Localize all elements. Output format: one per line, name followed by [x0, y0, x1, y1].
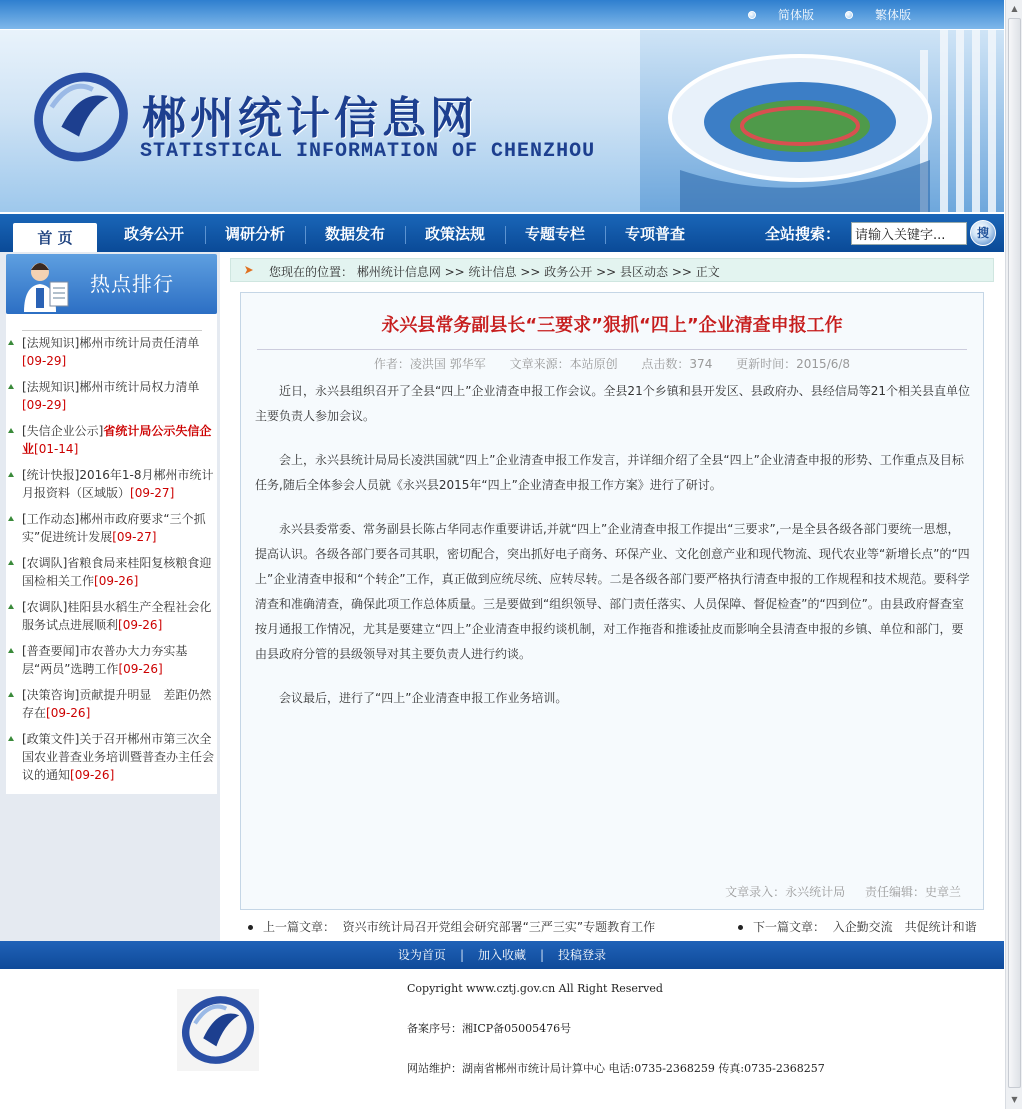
- list-item-title[interactable]: [法规知识]郴州市统计局权力清单: [22, 380, 200, 394]
- site-banner: [0, 30, 1004, 212]
- triangle-bullet-icon: [8, 428, 14, 433]
- hot-ranking-title: 热点排行: [90, 272, 174, 296]
- list-item-date: [09-26]: [46, 706, 91, 720]
- traditional-link[interactable]: [845, 6, 911, 23]
- article-editor: 责任编辑：史章兰: [864, 885, 961, 899]
- list-item-date: [09-29]: [22, 398, 67, 412]
- footer-link-favorite[interactable]: 加入收藏: [477, 948, 526, 962]
- main-nav: [0, 212, 1004, 252]
- triangle-bullet-icon: [8, 648, 14, 653]
- triangle-bullet-icon: [8, 736, 14, 741]
- list-item[interactable]: [6, 686, 217, 722]
- person-icon: [18, 258, 72, 312]
- footer-nav: [0, 941, 1004, 969]
- list-item-highlight[interactable]: 省统计局公示失信企业: [22, 424, 212, 456]
- article-author: 作者：凌洪国 郭华军: [373, 357, 486, 371]
- list-item[interactable]: [6, 378, 217, 414]
- article-paragraph: 会上，永兴县统计局局长凌洪国就“四上”企业清查申报工作发言，并详细介绍了全县“四上”企业清查申报的形势、工作重点及目标任务,随后全体参会人员就《永兴县2015年“四上”企业清查申报工作方案》进行了研讨。: [255, 453, 964, 492]
- sidebar: [0, 252, 220, 942]
- prev-article-link[interactable]: 资兴市统计局召开党组会研究部署“三严三实”专题教育工作: [342, 920, 656, 934]
- list-item-title[interactable]: [工作动态]郴州市政府要求“三个抓实”促进统计发展: [22, 512, 206, 544]
- article-pager: [240, 918, 984, 938]
- footer-info: [407, 979, 825, 1099]
- article-source: 文章来源：本站原创: [509, 357, 618, 371]
- nav-divider: [605, 226, 606, 244]
- article-panel: [240, 292, 984, 910]
- list-item-title[interactable]: [农调队]省粮食局来桂阳复核粮食迎国检相关工作: [22, 556, 212, 588]
- search-label: 全站搜索：: [765, 225, 841, 243]
- nav-gov-affairs[interactable]: 政务公开: [124, 225, 185, 243]
- article-body: [255, 379, 971, 730]
- next-article[interactable]: [738, 918, 977, 935]
- list-item-date: [01-14]: [34, 442, 79, 456]
- footer-link-submit[interactable]: 投稿登录: [558, 948, 607, 962]
- nav-divider: [205, 226, 206, 244]
- bullet-icon: [845, 11, 853, 19]
- list-item-date: [09-29]: [22, 354, 67, 368]
- article-paragraph: 永兴县委常委、常务副县长陈占华同志作重要讲话,并就“四上”企业清查申报工作提出“三要求”,一是全县各级各部门要统一思想，提高认识。各级各部门要各司其职，密切配合，突出抓好电子商务、环保产业、文化创意产业和现代物流、现代农业等“新增长点”的“四上”企业清查申报和“个转企”工作，真正做到应统尽统、应转尽转。二是各级各部门要严格执行清查申报的工作规程和技术规范。要科学清查和准确清查，确保此项工作总体质量。三是要做到“组织领导、部门责任落实、人员保障、督促检查”的“四到位”。由县政府督查室按月通报工作情况，尤其是要建立“四上”企业清查申报约谈机制，对工作拖沓和推诿扯皮而影响全县清查申报的乡镇、单位和部门，要由县政府分管的县级领导对其主要负责人进行约谈。: [255, 522, 970, 661]
- triangle-bullet-icon: [8, 384, 14, 389]
- bullet-icon: [748, 11, 756, 19]
- title-divider: [257, 349, 967, 350]
- next-article-link[interactable]: 入企勤交流 共促统计和谐: [832, 920, 977, 934]
- list-item-date: [09-26]: [94, 574, 139, 588]
- site-title-cn: 郴州统计信息网: [142, 93, 478, 144]
- list-divider: [22, 330, 202, 331]
- list-item-date: [09-27]: [112, 530, 157, 544]
- list-item-title[interactable]: [失信企业公示]: [22, 424, 104, 438]
- list-item-title[interactable]: [政策文件]关于召开郴州市第三次全国农业普查业务培训暨普查办主任会议的通知: [22, 732, 215, 782]
- footer: [0, 969, 1004, 1109]
- site-logo-icon: [32, 68, 130, 166]
- nav-research[interactable]: 调研分析: [225, 225, 286, 243]
- simplified-label[interactable]: 简体版: [778, 8, 815, 22]
- article-clicks: 点击数：374: [641, 357, 713, 371]
- breadcrumb-text[interactable]: 您现在的位置： 郴州统计信息网 >> 统计信息 >> 政务公开 >> 县区动态 >> 正文: [269, 265, 720, 279]
- hot-ranking-list: [6, 314, 217, 794]
- footer-copyright: Copyright www.cztj.gov.cn All Right Reserved: [407, 982, 663, 995]
- prev-article[interactable]: [248, 918, 655, 935]
- scroll-up-icon[interactable]: ▲: [1011, 4, 1018, 13]
- nav-divider: [505, 226, 506, 244]
- search-button[interactable]: 搜: [970, 220, 996, 246]
- article-title: 永兴县常务副县长“三要求”狠抓“四上”企业清查申报工作: [381, 315, 843, 336]
- arrow-right-icon: [245, 266, 253, 274]
- list-item-title[interactable]: [统计快报]2016年1-8月郴州市统计月报资料（区域版）: [22, 468, 214, 500]
- article-footer: [709, 883, 961, 900]
- footer-divider: |: [540, 948, 545, 962]
- breadcrumb: [230, 258, 994, 282]
- search-input[interactable]: [851, 222, 967, 245]
- list-item[interactable]: [6, 466, 217, 502]
- list-item-date: [09-26]: [118, 662, 163, 676]
- nav-special-column[interactable]: 专题专栏: [525, 225, 586, 243]
- footer-icp: 备案序号：湘ICP备05005476号: [407, 1022, 572, 1035]
- triangle-bullet-icon: [8, 692, 14, 697]
- site-title-en: STATISTICAL INFORMATION OF CHENZHOU: [140, 140, 596, 163]
- next-label: 下一篇文章：: [753, 920, 826, 934]
- nav-divider: [405, 226, 406, 244]
- bullet-icon: [248, 925, 253, 930]
- top-bar: [0, 0, 1004, 30]
- traditional-label[interactable]: 繁体版: [875, 8, 912, 22]
- footer-link-homepage[interactable]: 设为首页: [397, 948, 446, 962]
- list-item-title[interactable]: [法规知识]郴州市统计局责任清单: [22, 336, 200, 350]
- list-item[interactable]: [6, 422, 217, 458]
- triangle-bullet-icon: [8, 516, 14, 521]
- triangle-bullet-icon: [8, 472, 14, 477]
- nav-divider: [305, 226, 306, 244]
- article-paragraph: 会议最后，进行了“四上”企业清查申报工作业务培训。: [279, 691, 568, 705]
- nav-home[interactable]: 首 页: [13, 223, 97, 254]
- scroll-down-icon[interactable]: ▼: [1011, 1095, 1018, 1104]
- footer-maintain: 网站维护：湖南省郴州市统计局计算中心 电话:0735-2368259 传真:0735-2368257: [407, 1062, 825, 1075]
- hot-ranking-header: [6, 254, 217, 314]
- nav-data-release[interactable]: 数据发布: [325, 225, 386, 243]
- list-item[interactable]: [6, 554, 217, 590]
- list-item-date: [09-26]: [70, 768, 115, 782]
- article-paragraph: 近日，永兴县组织召开了全县“四上”企业清查申报工作会议。全县21个乡镇和县开发区、县政府办、县经信局等21个相关县直单位主要负责人参加会议。: [255, 384, 970, 423]
- list-item-title[interactable]: [农调队]桂阳县水稻生产全程社会化服务试点进展顺利: [22, 600, 212, 632]
- list-item-date: [09-26]: [118, 618, 163, 632]
- footer-logo-icon: [175, 989, 261, 1071]
- bullet-icon: [738, 925, 743, 930]
- list-item-title[interactable]: [决策咨询]贡献提升明显 差距仍然存在: [22, 688, 212, 720]
- stadium-image-icon: [640, 30, 1004, 212]
- simplified-link[interactable]: [748, 6, 814, 23]
- article-entry: 文章录入：永兴统计局: [725, 885, 846, 899]
- list-item[interactable]: [6, 642, 217, 678]
- list-item[interactable]: [6, 510, 217, 546]
- list-item-date: [09-27]: [130, 486, 175, 500]
- scroll-thumb[interactable]: [1008, 18, 1021, 1088]
- list-item-title[interactable]: [普查要闻]市农普办大力夯实基层“两员”选聘工作: [22, 644, 188, 676]
- triangle-bullet-icon: [8, 340, 14, 345]
- list-item[interactable]: [6, 334, 217, 370]
- vertical-scrollbar[interactable]: [1005, 0, 1022, 1109]
- article-updated: 更新时间：2015/6/8: [736, 357, 851, 371]
- footer-divider: |: [459, 948, 464, 962]
- nav-census[interactable]: 专项普查: [625, 225, 686, 243]
- triangle-bullet-icon: [8, 560, 14, 565]
- list-item[interactable]: [6, 730, 217, 784]
- prev-label: 上一篇文章：: [263, 920, 336, 934]
- nav-policy[interactable]: 政策法规: [425, 225, 486, 243]
- article-meta: [241, 355, 983, 372]
- triangle-bullet-icon: [8, 604, 14, 609]
- list-item[interactable]: [6, 598, 217, 634]
